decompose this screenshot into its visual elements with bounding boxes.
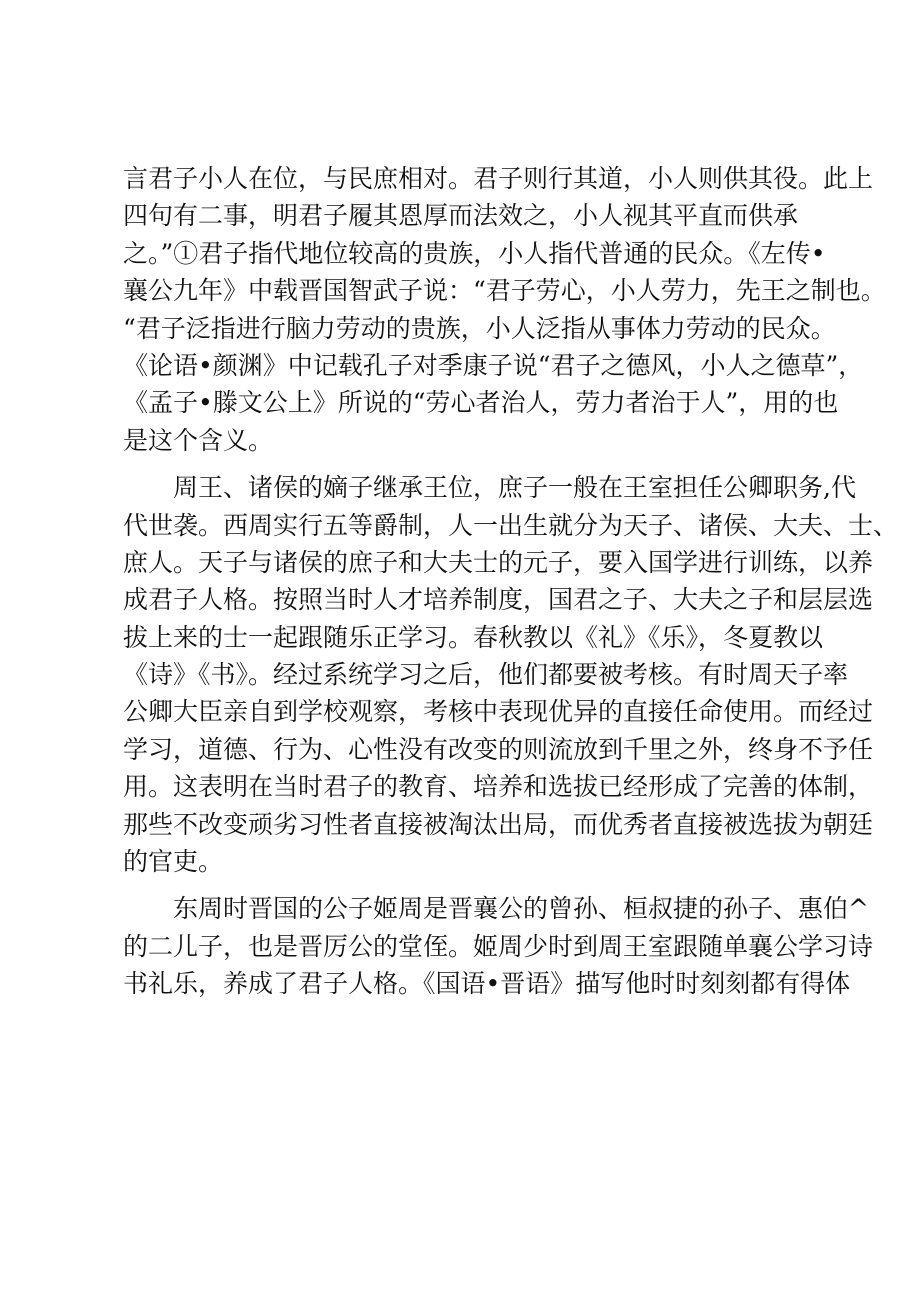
paragraph-spacing [123, 880, 813, 890]
text-line: 那些不改变顽劣习性者直接被淘汰出局，而优秀者直接被选拔为朝廷 [123, 809, 874, 839]
text-line: 成君子人格。按照当时人才培养制度，国君之子、大夫之子和层层选 [123, 585, 874, 615]
text-line: 用。这表明在当时君子的教育、培养和选拔已经形成了完善的体制， [123, 772, 874, 802]
text-line: 公卿大臣亲自到学校观察，考核中表现优异的直接任命使用。而经过 [123, 697, 874, 727]
text-line: 之。”①君子指代地位较高的贵族，小人指代普通的民众。《左传• [123, 238, 826, 268]
document-body-text [123, 160, 899, 1003]
text-line: 代世袭。西周实行五等爵制，人一出生就分为天子、诸侯、大夫、士、 [123, 510, 899, 540]
text-line: 东周时晋国的公子姬周是晋襄公的曾孙、桓叔捷的孙子、惠伯^ [173, 894, 869, 924]
text-line: 《孟子•滕文公上》所说的“劳心者治人，劳力者治于人”，用的也 [123, 388, 839, 418]
text-line: 的官吏。 [123, 847, 224, 877]
text-line: 学习，道德、行为、心性没有改变的则流放到千里之外，终身不予任 [123, 734, 874, 764]
text-line: 是这个含义。 [123, 425, 274, 455]
text-line: 拔上来的士一起跟随乐正学习。春秋教以《礼》《乐》，冬夏教以 [123, 622, 824, 652]
text-line: 四句有二事，明君子履其恩厚而法效之，小人视其平直而供承 [123, 201, 799, 231]
paragraph-spacing [123, 459, 813, 469]
text-line: “君子泛指进行脑力劳动的贵族，小人泛指从事体力劳动的民众。 [123, 313, 836, 343]
paragraph [123, 890, 874, 1002]
text-line: 《论语•颜渊》中记载孔子对季康子说“君子之德风，小人之德草”， [123, 350, 864, 380]
text-line: 的二儿子，也是晋厉公的堂侄。姬周少时到周王室跟随单襄公学习诗 [123, 931, 874, 961]
text-line: 襄公九年》中载晋国智武子说：“君子劳心，小人劳力，先王之制也。 [123, 276, 886, 306]
paragraph [123, 160, 886, 459]
text-line: 周王、诸侯的嫡子继承王位，庶子一般在王室担任公卿职务,代 [173, 473, 856, 503]
text-line: 书礼乐，养成了君子人格。《国语•晋语》描写他时时刻刻都有得体 [123, 969, 851, 999]
text-line: 《诗》《书》。经过系统学习之后，他们都要被考核。有时周天子率 [123, 660, 849, 690]
text-line: 言君子小人在位，与民庶相对。君子则行其道，小人则供其役。此上 [123, 164, 874, 193]
paragraph [123, 469, 899, 880]
text-line: 庶人。天子与诸侯的庶子和大夫士的元子，要入国学进行训练，以养 [123, 547, 874, 577]
